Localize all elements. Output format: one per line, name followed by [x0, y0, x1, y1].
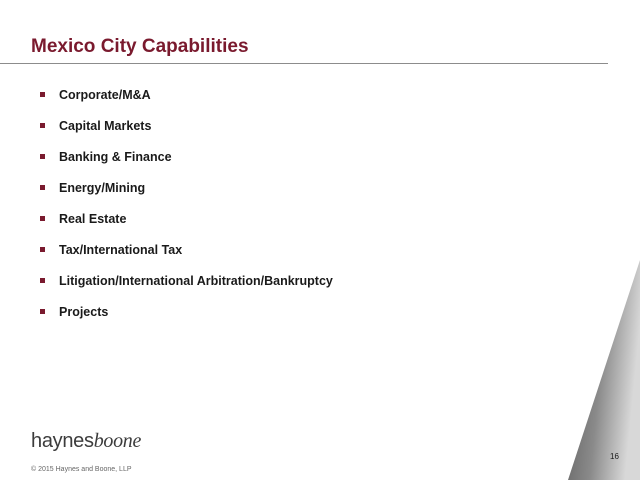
corner-triangle: [568, 260, 640, 480]
square-bullet-icon: [40, 154, 45, 159]
capabilities-list: [40, 86, 333, 334]
list-item: [40, 117, 333, 148]
square-bullet-icon: [40, 216, 45, 221]
square-bullet-icon: [40, 123, 45, 128]
list-item-label: Projects: [59, 305, 109, 319]
slide-title: Mexico City Capabilities: [31, 36, 249, 57]
list-item: [40, 86, 333, 117]
list-item: [40, 210, 333, 241]
corner-decoration: [530, 260, 640, 480]
list-item-label: Energy/Mining: [59, 181, 146, 195]
square-bullet-icon: [40, 185, 45, 190]
page-number: 16: [610, 452, 619, 461]
list-item-label: Banking & Finance: [59, 150, 172, 164]
list-item-label: Litigation/International Arbitration/Bankruptcy: [59, 274, 333, 288]
list-item: [40, 148, 333, 179]
list-item: [40, 272, 333, 303]
list-item-label: Tax/International Tax: [59, 243, 183, 257]
list-item: [40, 179, 333, 210]
list-item-label: Real Estate: [59, 212, 127, 226]
square-bullet-icon: [40, 92, 45, 97]
list-item-label: Capital Markets: [59, 119, 152, 133]
square-bullet-icon: [40, 278, 45, 283]
logo-text-boone: boone: [93, 430, 142, 452]
square-bullet-icon: [40, 247, 45, 252]
logo-text-haynes: haynes: [31, 430, 94, 452]
square-bullet-icon: [40, 309, 45, 314]
list-item: [40, 303, 333, 334]
list-item: [40, 241, 333, 272]
list-item-label: Corporate/M&A: [59, 88, 151, 102]
copyright-notice: © 2015 Haynes and Boone, LLP: [31, 466, 132, 473]
title-divider: [0, 63, 608, 64]
haynesboone-logo: [31, 430, 141, 452]
